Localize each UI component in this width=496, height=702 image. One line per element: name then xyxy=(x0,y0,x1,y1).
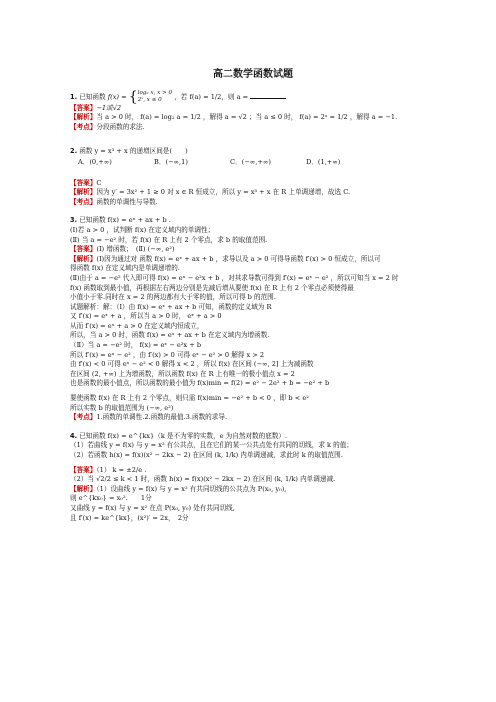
q3-analysis-line: 试题解析：解：（Ⅰ）由 f(x) = eˣ + ax + b 可知，函数的定义域为 R xyxy=(70,302,272,311)
question-3 xyxy=(70,216,436,422)
q4-part-2: （2）若函数 h(x) = f(x)(x² − 2kx − 2) 在区间 (k, 1/k) 内单调递减，求此时 k 的取值范围. xyxy=(70,451,343,459)
q4-answer-2: （2）当 √2/2 ≤ k < 1 时，函数 h(x) = f(x)(x² − 2kx − 2) 在区间 (k, 1/k) 内单调递减. xyxy=(70,475,336,484)
q3-point: 【考点】1.函数的单调性.2.函数的最值.3.函数的求导. xyxy=(70,413,228,422)
q3-part-2: (Ⅱ) 当 a = −e² 时，若 f(x) 在 R 上有 2 个零点，求 b 的取值范围. xyxy=(70,235,268,244)
q4-analysis-line: 且 f′(x) = ke^{kx}，(x²)′ = 2x， 2分 xyxy=(70,513,189,522)
q2-analysis: 【解析】因为 y′ = 3x² + 1 ≥ 0 对 x ∈ R 恒成立，所以 y = x³ + x 在 R 上单调递增，故选 C. xyxy=(70,188,351,197)
q4-part-1: （1）若曲线 y = f(x) 与 y = x² 有公共点，且在它们的某一公共点处有共同的切线，求 k 的值； xyxy=(70,441,353,450)
q3-analysis-line: 又 f′(x) = eˣ + a ，所以当 a > 0 时， eˣ + a > 0 xyxy=(70,312,222,321)
q1-piecewise: { log₂ x, x > 0 2ˣ, x ≤ 0 xyxy=(128,89,173,104)
q3-analysis-line: 【解析】(Ⅰ)因为通过对 函数 f(x) = eˣ + ax + b ，求导以及 a > 0 可得导函数 f′(x) > 0 恒成立，所以可 xyxy=(70,254,381,263)
q4-answer-1: 【答案】（1） k = ±2/e . xyxy=(70,465,147,474)
option-b: B．(−∞,1) xyxy=(154,157,188,166)
q1-point: 【考点】分段函数的求法. xyxy=(70,122,145,131)
q3-analysis-line: 所以 f′(x) = eˣ − e² ，由 f′(x) > 0 可得 eˣ − e² > 0 解得 x > 2 xyxy=(70,350,265,359)
option-a: A．(0,+∞) xyxy=(78,157,112,166)
q2-point: 【考点】函数的单调性与导数. xyxy=(70,197,158,206)
q3-stem: 3. 已知函数 f(x) = eˣ + ax + b . xyxy=(70,216,171,225)
q4-analysis-line: 【解析】（1）设曲线 y = f(x) 与 y = x² 有共同切线的公共点为 P(x₀, y₀), xyxy=(70,484,287,493)
q3-analysis-line: （Ⅱ）当 a = −e² 时， f(x) = eˣ − e²x + b xyxy=(70,341,202,350)
q1-stem: 1. 已知函数 f(x) = { log₂ x, x > 0 2ˣ, x ≤ 0 ，若 f(a) = 1/2，则 a = xyxy=(70,90,436,104)
option-c: C．(−∞,+∞) xyxy=(230,157,271,166)
q3-analysis-line: (Ⅱ)由于 a = −e² 代入即可得 f(x) = eˣ − e²x + b ，对其求导数可得到 f′(x) = eˣ − e² ，所以可知当 x = 2 时 xyxy=(70,273,399,282)
question-2 xyxy=(70,147,436,207)
q3-analysis-line: 在区间 (2, +∞) 上为增函数，所以函数 f(x) 在 R 上有唯一的极小值点 x = 2 xyxy=(70,369,295,378)
q3-analysis-line: f(x) 函数取到最小值，再根据左右两边分别是先减后增从要使 f(x) 在 R 上有 2 个零点必须使得最 xyxy=(70,283,354,292)
q3-answer: 【答案】(Ⅰ) 增函数； (Ⅱ) (−∞, e²) xyxy=(70,245,175,254)
q3-analysis-line: 由 f′(x) < 0 可得 eˣ − e² < 0 解得 x < 2 ，所以 f(x) 在区间 (−∞, 2] 上为减函数 xyxy=(70,360,314,369)
q1-answer: 【答案】−1或√2 xyxy=(70,103,122,112)
q3-analysis-line: 所以，当 a > 0 时，函数 f(x) = eˣ + ax + b 在定义域内为增函数. xyxy=(70,331,270,340)
q4-analysis-line: 则 e^{kx₀} = x₀². 1分 xyxy=(70,494,152,503)
option-d: D．(1,+∞) xyxy=(306,157,341,166)
q4-analysis-line: 又曲线 y = f(x) 与 y = x² 在点 P(x₀, y₀) 处有共同切线, xyxy=(70,503,235,512)
q3-analysis-line: 得函数 f(x) 在定义域内是单调递增的. xyxy=(70,264,180,273)
q3-analysis-line: 从而 f′(x) = eˣ + a > 0 在定义域内恒成立， xyxy=(70,321,204,330)
question-1 xyxy=(70,90,436,133)
q1-analysis: 【解析】当 a > 0 时， f(a) = log₂ a = 1/2 ，解得 a = √2 ；当 a ≤ 0 时， f(a) = 2ᵃ = 1/2 ，解得 a = −1. xyxy=(70,113,398,122)
q4-stem: 4. 已知函数 f(x) = e^{kx}（k 是不为零的实数，e 为自然对数的底数）. xyxy=(70,431,288,440)
answer-blank[interactable] xyxy=(250,92,286,99)
q3-analysis-line: 小值小于零.同时在 x = 2 的两边都有大于零的值，所以可得 b 的范围. xyxy=(70,293,276,302)
q2-options xyxy=(78,158,436,168)
q3-analysis-line: 也是函数的最小值点，所以函数的最小值为 f(x)min = f(2) = e² − 2e² + b = −e² + b xyxy=(70,379,330,388)
question-4 xyxy=(70,432,436,523)
q2-answer: 【答案】C xyxy=(70,178,102,187)
q3-analysis-line: 要使函数 f(x) 在 R 上有 2 个零点，则只需 f(x)min = −e² + b < 0 ，即 b < e² xyxy=(70,394,309,403)
page-title: 高二数学函数试题 xyxy=(213,69,293,80)
q1-number: 1. xyxy=(70,92,78,101)
q2-stem: 2. 函数 y = x³ + x 的递增区间是( ) xyxy=(70,147,188,156)
q3-part-1: (Ⅰ)若 a > 0 ，试判断 f(x) 在定义域内的单调性； xyxy=(70,225,215,234)
q3-analysis-line: 所以实数 b 的取值范围为 (−∞, e²) xyxy=(70,403,174,412)
